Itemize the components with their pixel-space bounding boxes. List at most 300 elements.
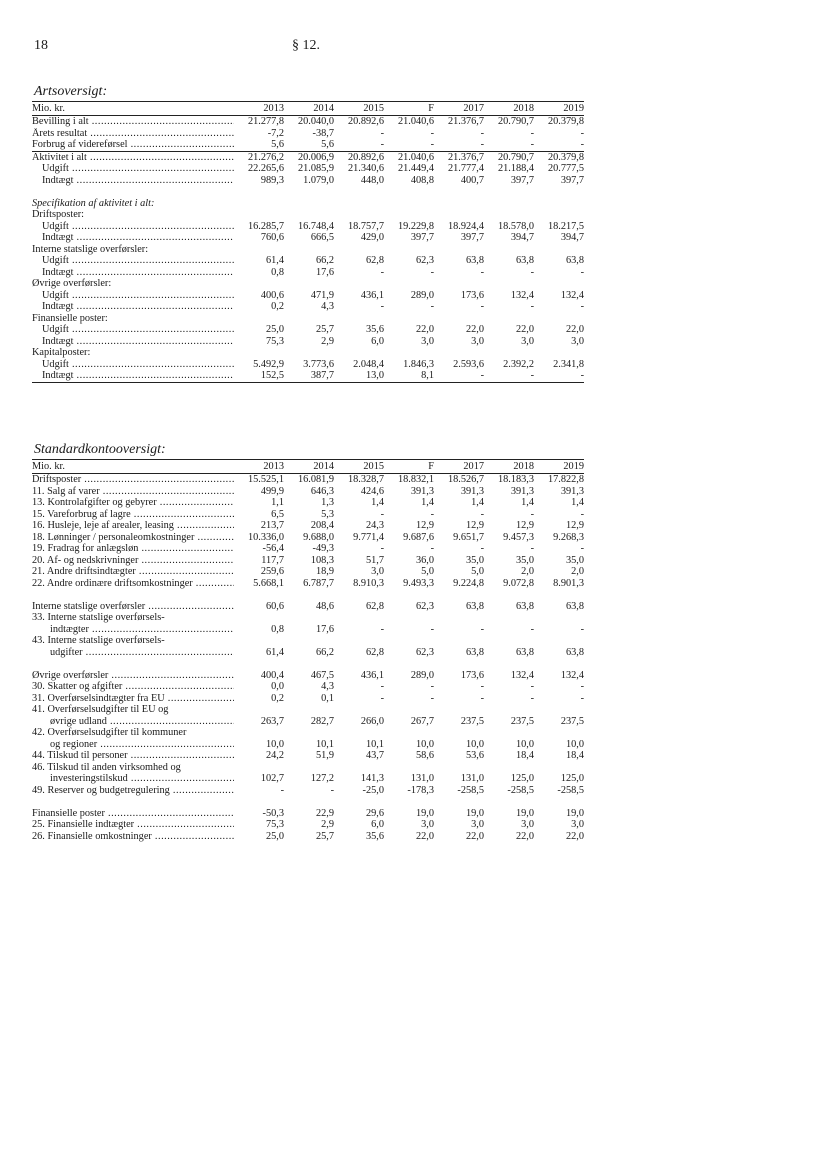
value-cell: - xyxy=(580,623,584,635)
value-cell: 0,0 xyxy=(271,681,284,692)
value-cell: 1,3 xyxy=(321,497,334,508)
value-cell xyxy=(284,278,334,290)
value-cell: - xyxy=(480,139,484,150)
table-row xyxy=(32,128,584,140)
row-label xyxy=(32,693,234,705)
row-label xyxy=(32,175,234,187)
value-cell: - xyxy=(430,692,434,704)
value-cell: 61,4 xyxy=(265,255,284,266)
value-cell: 208,4 xyxy=(310,520,334,531)
row-label xyxy=(32,209,234,221)
spacer-cell xyxy=(32,186,584,198)
row-label xyxy=(32,612,234,624)
row-label-text: 30. Skatter og afgifter ..... xyxy=(32,681,234,692)
value-cell: 3,0 xyxy=(521,819,534,830)
value-cell: 21.376,7 xyxy=(434,151,484,163)
value-cell: 17.822,8 xyxy=(547,474,584,485)
value-cell xyxy=(284,612,334,624)
table-row xyxy=(32,278,584,290)
value-cell: -50,3 xyxy=(262,807,284,819)
value-cell: 53,6 xyxy=(465,750,484,761)
value-cell: 394,7 xyxy=(560,232,584,243)
standardkonto-title: Standardkontooversigt: xyxy=(34,442,166,457)
table-row xyxy=(32,773,584,785)
value-cell: 391,3 xyxy=(410,485,434,497)
header-2017: 2017 xyxy=(434,460,484,474)
value-cell: 63,8 xyxy=(465,646,484,658)
value-cell: 18,4 xyxy=(565,750,584,761)
value-cell: 62,8 xyxy=(365,600,384,612)
row-label-text: Indtægt ..... xyxy=(42,370,234,381)
value-cell: -258,5 xyxy=(457,784,484,796)
value-cell: 266,0 xyxy=(360,715,384,727)
row-label-text: 43. Interne statslige overførsels- xyxy=(32,635,165,646)
value-cell: 6,0 xyxy=(371,335,384,347)
value-cell xyxy=(484,244,534,256)
value-cell xyxy=(234,612,284,624)
value-cell: 2.593,6 xyxy=(453,358,484,370)
table-row xyxy=(32,520,584,532)
table-row xyxy=(32,359,584,371)
row-label xyxy=(32,819,234,831)
value-cell: 35,6 xyxy=(365,830,384,842)
value-cell: 9.457,3 xyxy=(503,531,534,543)
row-label xyxy=(32,324,234,336)
value-cell xyxy=(234,278,284,290)
value-cell xyxy=(434,209,484,221)
value-cell xyxy=(434,704,484,716)
row-label-text: Driftsposter ..... xyxy=(32,474,234,485)
value-cell xyxy=(284,347,334,359)
row-label-text: øvrige udland ..... xyxy=(50,716,234,727)
value-cell: 5,0 xyxy=(471,566,484,577)
value-cell xyxy=(484,209,534,221)
value-cell: 173,6 xyxy=(460,289,484,301)
value-cell xyxy=(384,704,434,716)
value-cell: 6,5 xyxy=(271,508,284,520)
value-cell: 408,8 xyxy=(410,174,434,186)
row-label xyxy=(32,739,234,751)
table-row xyxy=(32,543,584,555)
value-cell: 16.081,9 xyxy=(297,474,334,485)
row-label-text: 49. Reserver og budgetregulering ..... xyxy=(32,785,234,796)
spacer-row xyxy=(32,186,584,198)
table-row xyxy=(32,635,584,647)
row-label-text: Specifikation af aktivitet i alt: xyxy=(32,197,155,209)
value-cell: 5,6 xyxy=(271,139,284,150)
row-label-text: 22. Andre ordinære driftsomkostninger ..... xyxy=(32,578,234,589)
row-label-text: 15. Vareforbrug af lagre ..... xyxy=(32,509,234,520)
value-cell: 0,2 xyxy=(271,301,284,312)
value-cell: - xyxy=(580,301,584,312)
row-label-text: 20. Af- og nedskrivninger ..... xyxy=(32,555,234,566)
table-row xyxy=(32,301,584,313)
value-cell: 21.040,6 xyxy=(397,116,434,127)
value-cell: 10,0 xyxy=(515,738,534,750)
value-cell xyxy=(384,635,434,647)
value-cell xyxy=(484,762,534,774)
table-row xyxy=(32,255,584,267)
value-cell: 3,0 xyxy=(471,335,484,347)
value-cell: 289,0 xyxy=(410,289,434,301)
value-cell xyxy=(484,278,534,290)
value-cell xyxy=(534,209,584,221)
table-row xyxy=(32,670,584,682)
table-row xyxy=(32,370,584,382)
value-cell xyxy=(234,704,284,716)
value-cell: 24,3 xyxy=(365,520,384,531)
value-cell: 237,5 xyxy=(510,715,534,727)
row-label-text: Forbrug af videreførsel ..... xyxy=(32,139,234,150)
row-label-text: 44. Tilskud til personer ..... xyxy=(32,750,234,761)
row-label-text: Udgift ..... xyxy=(42,255,234,266)
value-cell: - xyxy=(534,370,584,382)
value-cell: - xyxy=(430,681,434,692)
value-cell: 132,4 xyxy=(560,289,584,301)
row-label-text: og regioner ..... xyxy=(50,739,234,750)
value-cell xyxy=(434,244,484,256)
row-label xyxy=(32,359,234,371)
section-reference: § 12. xyxy=(292,38,320,53)
row-label xyxy=(32,831,234,843)
value-cell: - xyxy=(380,543,384,554)
value-cell: - xyxy=(530,301,534,312)
value-cell: 62,8 xyxy=(365,646,384,658)
value-cell xyxy=(284,209,334,221)
value-cell xyxy=(234,244,284,256)
value-cell xyxy=(334,244,384,256)
row-label-text: 18. Lønninger / personaleomkostninger ..... xyxy=(32,532,234,543)
value-cell xyxy=(234,727,284,739)
value-cell xyxy=(434,727,484,739)
row-label-text: Indtægt ..... xyxy=(42,175,234,186)
value-cell: 397,7 xyxy=(510,174,534,186)
value-cell: 237,5 xyxy=(460,715,484,727)
table-row xyxy=(32,175,584,187)
value-cell: 63,8 xyxy=(515,600,534,612)
standardkonto-body xyxy=(32,474,584,843)
value-cell: 2,9 xyxy=(321,819,334,830)
value-cell: 22.265,6 xyxy=(247,163,284,174)
value-cell: 102,7 xyxy=(260,773,284,784)
row-label xyxy=(32,474,234,486)
value-cell: 18,9 xyxy=(315,566,334,577)
value-cell: 62,3 xyxy=(415,646,434,658)
row-label-text: 42. Overførselsudgifter til kommuner xyxy=(32,727,187,738)
row-label-text: Finansielle poster ..... xyxy=(32,808,234,819)
value-cell: - xyxy=(530,692,534,704)
value-cell xyxy=(434,198,484,210)
value-cell: 63,8 xyxy=(515,646,534,658)
value-cell: 12,9 xyxy=(565,520,584,531)
value-cell: 21.276,2 xyxy=(234,151,284,163)
table-row xyxy=(32,566,584,578)
table-row xyxy=(32,532,584,544)
header-2019: 2019 xyxy=(534,102,584,116)
table-row xyxy=(32,209,584,221)
row-label-text: udgifter ..... xyxy=(50,647,234,658)
value-cell: -178,3 xyxy=(407,784,434,796)
value-cell: 127,2 xyxy=(310,773,334,784)
value-cell: 131,0 xyxy=(460,773,484,784)
value-cell: -258,5 xyxy=(507,784,534,796)
value-cell: 4,3 xyxy=(321,301,334,312)
row-label xyxy=(32,785,234,797)
table-row xyxy=(32,727,584,739)
value-cell: 9.687,6 xyxy=(403,531,434,543)
row-label-text: Øvrige overførsler ..... xyxy=(32,670,234,681)
value-cell: 2,0 xyxy=(571,566,584,577)
value-cell: 397,7 xyxy=(410,232,434,243)
table-row xyxy=(32,232,584,244)
value-cell: 429,0 xyxy=(360,232,384,243)
value-cell xyxy=(234,762,284,774)
row-label-text: 26. Finansielle omkostninger ..... xyxy=(32,831,234,842)
value-cell xyxy=(434,278,484,290)
standardkonto-table xyxy=(32,459,584,842)
value-cell: 75,3 xyxy=(265,819,284,830)
row-label-text: Bevilling i alt ..... xyxy=(32,116,234,127)
value-cell xyxy=(484,347,534,359)
table-row xyxy=(32,474,584,486)
value-cell: 36,0 xyxy=(415,554,434,566)
header-2017: 2017 xyxy=(434,102,484,116)
value-cell: 9.268,3 xyxy=(553,531,584,543)
value-cell: 2.392,2 xyxy=(503,358,534,370)
table-row xyxy=(32,819,584,831)
value-cell: - xyxy=(380,623,384,635)
spacer-cell xyxy=(32,796,584,808)
value-cell: 9.493,3 xyxy=(403,577,434,589)
row-label-text: Kapitalposter: xyxy=(32,347,91,358)
table-row xyxy=(32,509,584,521)
value-cell: 3,0 xyxy=(421,335,434,347)
row-label-text: Driftsposter: xyxy=(32,209,85,220)
value-cell: 760,6 xyxy=(260,232,284,243)
value-cell: 3,0 xyxy=(521,335,534,347)
value-cell: 1,4 xyxy=(471,497,484,508)
value-cell: - xyxy=(480,508,484,520)
value-cell: 989,3 xyxy=(260,174,284,186)
value-cell xyxy=(534,198,584,210)
value-cell: - xyxy=(580,139,584,150)
row-label xyxy=(32,727,234,739)
row-label-text: Udgift ..... xyxy=(42,221,234,232)
value-cell xyxy=(384,727,434,739)
artsoversigt-body xyxy=(32,116,584,383)
row-label-text: 41. Overførselsudgifter til EU og xyxy=(32,704,169,715)
value-cell: 2,0 xyxy=(521,566,534,577)
value-cell: 20.777,5 xyxy=(547,163,584,174)
value-cell: - xyxy=(430,543,434,554)
value-cell xyxy=(534,612,584,624)
value-cell xyxy=(284,704,334,716)
value-cell: 117,7 xyxy=(261,554,284,566)
value-cell xyxy=(534,313,584,325)
value-cell: 18.832,1 xyxy=(397,474,434,485)
header-unit: Mio. kr. xyxy=(32,460,234,474)
value-cell: 21.188,4 xyxy=(497,163,534,174)
value-cell xyxy=(284,635,334,647)
value-cell: - xyxy=(380,508,384,520)
value-cell: 3,0 xyxy=(571,819,584,830)
value-cell: 18.924,4 xyxy=(447,220,484,232)
row-label-text: Indtægt ..... xyxy=(42,267,234,278)
value-cell: 20.790,7 xyxy=(497,116,534,127)
row-label xyxy=(32,543,234,555)
table-row xyxy=(32,693,584,705)
value-cell xyxy=(534,704,584,716)
row-label-text: 21. Andre driftsindtægter ..... xyxy=(32,566,234,577)
value-cell: 391,3 xyxy=(460,485,484,497)
value-cell: - xyxy=(330,784,334,796)
value-cell: 6.787,7 xyxy=(303,577,334,589)
value-cell: - xyxy=(480,127,484,139)
value-cell: - xyxy=(484,370,534,382)
value-cell: - xyxy=(430,301,434,312)
value-cell xyxy=(384,209,434,221)
value-cell: 394,7 xyxy=(510,232,534,243)
value-cell: 8.901,3 xyxy=(553,577,584,589)
value-cell: 10,0 xyxy=(465,738,484,750)
value-cell: 259,6 xyxy=(260,566,284,577)
value-cell: 5,6 xyxy=(321,139,334,150)
row-label-text: 16. Husleje, leje af arealer, leasing ..... xyxy=(32,520,234,531)
value-cell: -7,2 xyxy=(267,127,284,139)
table-row xyxy=(32,244,584,256)
table-row xyxy=(32,163,584,175)
row-label-text: investeringstilskud ..... xyxy=(50,773,234,784)
value-cell: 1,4 xyxy=(421,497,434,508)
value-cell: - xyxy=(530,508,534,520)
value-cell: - xyxy=(580,681,584,692)
table-row xyxy=(32,151,584,163)
table-row xyxy=(32,324,584,336)
value-cell: 436,1 xyxy=(360,669,384,681)
value-cell: 21.376,7 xyxy=(447,116,484,127)
value-cell xyxy=(334,612,384,624)
row-label xyxy=(32,762,234,774)
value-cell xyxy=(384,278,434,290)
row-label-text: Indtægt ..... xyxy=(42,232,234,243)
value-cell xyxy=(534,635,584,647)
value-cell xyxy=(484,727,534,739)
value-cell: 66,2 xyxy=(315,646,334,658)
value-cell: 1.846,3 xyxy=(403,358,434,370)
value-cell: - xyxy=(480,623,484,635)
header-f: F xyxy=(384,102,434,116)
value-cell: -38,7 xyxy=(312,127,334,139)
header-2014: 2014 xyxy=(284,460,334,474)
value-cell: 1,4 xyxy=(371,497,384,508)
value-cell: - xyxy=(580,127,584,139)
row-label-text: 25. Finansielle indtægter ..... xyxy=(32,819,234,830)
table-row xyxy=(32,347,584,359)
row-label-text: Aktivitet i alt ..... xyxy=(32,152,234,163)
value-cell: 16.285,7 xyxy=(247,220,284,232)
value-cell xyxy=(334,347,384,359)
value-cell: 173,6 xyxy=(460,669,484,681)
value-cell: 391,3 xyxy=(560,485,584,497)
spacer-row xyxy=(32,658,584,670)
header-2014: 2014 xyxy=(284,102,334,116)
value-cell: - xyxy=(430,508,434,520)
value-cell: 3,0 xyxy=(371,566,384,577)
value-cell: 10.336,0 xyxy=(247,531,284,543)
row-label-text: Øvrige overførsler: xyxy=(32,278,112,289)
value-cell: - xyxy=(380,681,384,692)
value-cell: - xyxy=(430,266,434,278)
value-cell: 19.229,8 xyxy=(397,220,434,232)
value-cell: 63,8 xyxy=(515,255,534,266)
row-label xyxy=(32,370,234,382)
row-label xyxy=(32,232,234,244)
table-row xyxy=(32,704,584,716)
table-row xyxy=(32,762,584,774)
value-cell xyxy=(234,347,284,359)
row-label xyxy=(32,497,234,509)
value-cell: 1.079,0 xyxy=(303,174,334,186)
value-cell: 132,4 xyxy=(510,669,534,681)
value-cell xyxy=(284,313,334,325)
row-label xyxy=(32,278,234,290)
value-cell xyxy=(384,244,434,256)
value-cell xyxy=(334,635,384,647)
row-label xyxy=(32,509,234,521)
row-label xyxy=(32,128,234,140)
value-cell: 8,1 xyxy=(384,370,434,382)
value-cell: - xyxy=(430,139,434,150)
value-cell: - xyxy=(380,139,384,150)
value-cell: -56,4 xyxy=(262,543,284,554)
value-cell xyxy=(234,313,284,325)
table-row xyxy=(32,267,584,279)
value-cell: 3.773,6 xyxy=(303,358,334,370)
value-cell: 21.340,6 xyxy=(347,163,384,174)
value-cell: -49,3 xyxy=(312,543,334,554)
value-cell: 10,1 xyxy=(315,738,334,750)
row-label xyxy=(32,704,234,716)
row-label-text: Indtægt ..... xyxy=(42,301,234,312)
table-row xyxy=(32,578,584,590)
value-cell: 20.892,6 xyxy=(347,116,384,127)
value-cell xyxy=(234,635,284,647)
value-cell: 35,0 xyxy=(565,554,584,566)
header-2013: 2013 xyxy=(234,460,284,474)
value-cell: 646,3 xyxy=(310,485,334,497)
row-label xyxy=(32,808,234,820)
value-cell: 471,9 xyxy=(310,289,334,301)
row-label xyxy=(32,336,234,348)
table-row xyxy=(32,313,584,325)
row-label-text: Interne statslige overførsler: xyxy=(32,243,149,255)
value-cell: - xyxy=(530,543,534,554)
row-label xyxy=(32,520,234,532)
table-row xyxy=(32,555,584,567)
value-cell: - xyxy=(580,266,584,278)
value-cell: 4,3 xyxy=(321,681,334,692)
table-row xyxy=(32,624,584,636)
value-cell: 9.688,0 xyxy=(303,531,334,543)
value-cell xyxy=(434,612,484,624)
value-cell: 0,2 xyxy=(271,692,284,704)
value-cell xyxy=(284,198,334,210)
value-cell xyxy=(384,612,434,624)
row-label xyxy=(32,221,234,233)
table-row xyxy=(32,116,584,128)
value-cell: 24,2 xyxy=(265,750,284,761)
row-label-text: indtægter ..... xyxy=(50,624,234,635)
